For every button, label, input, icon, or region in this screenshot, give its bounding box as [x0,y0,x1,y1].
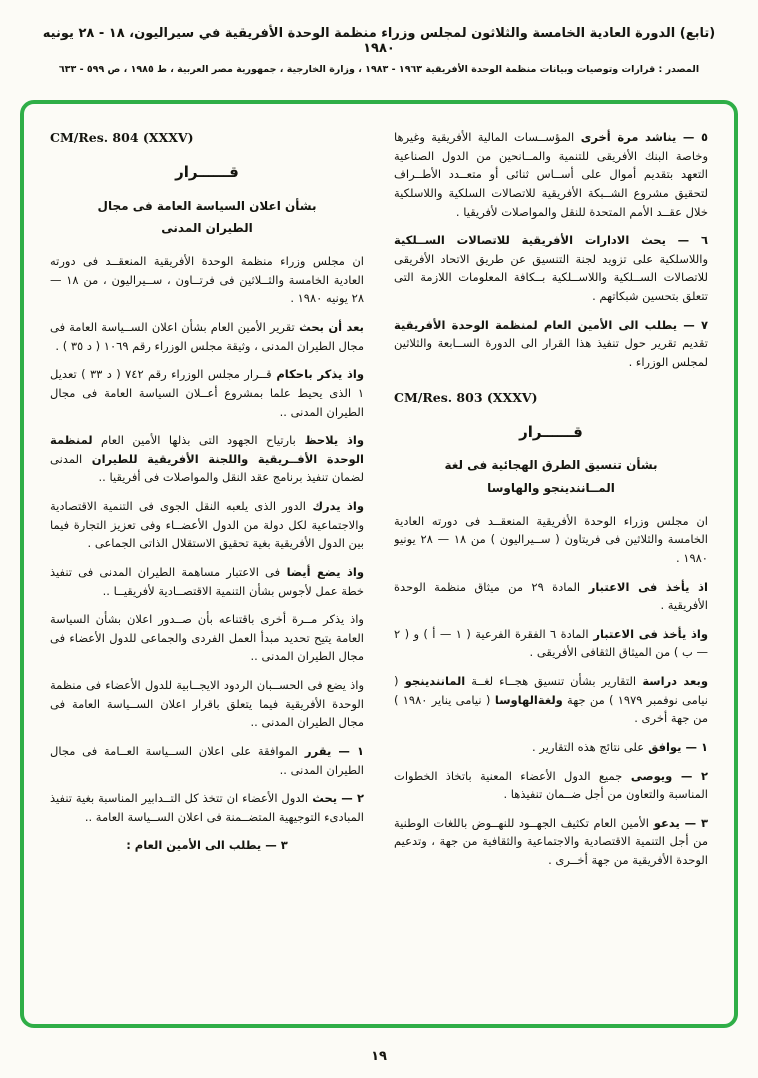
resolution-804-subtitle [50,195,364,241]
paragraph: واذ يذكر باحكام قــرار مجلس الوزراء رقم ٧٤٢ ( د ٣٣ ) تعديل ١ الذى يحيط علما بمشروع أعــلان السياسة العامة فى مجال الطيران المدنى .. [50,367,364,419]
paragraph: ١ — يقرر الموافقة على اعلان الســياسة العــامة فى مجال الطيران المدنى .. [50,743,364,777]
paragraph: ٢ — ويوصى جميع الدول الأعضاء المعنية باتخاذ الخطوات المناسبة والتعاون من أجل ضــمان تنفيذها . [394,768,708,802]
resolution-803-body [394,512,708,870]
paragraph: واذ يلاحظ بارتياح الجهود التى بذلها الأمين العام لمنظمة الوحدة الأفــريقية واللجنة الأفريقية للطيران المدنى لضمان تنفيذ برنامج عقد النقل والمواصلات فى أفريقيا .. [50,433,364,485]
two-column-layout [50,128,708,1000]
left-column [50,128,364,1000]
paragraph: وبعد دراسة التقارير بشأن تنسيق هجــاء لغــة المانندينجو ( نيامى نوفمبر ١٩٧٩ ) من جهة ولغةالهاوسا ( نيامى يناير ١٩٨٠ ) من جهة أخرى . [394,674,708,726]
paragraph: واذ يدرك الدور الذى يلعبه النقل الجوى فى التنمية الاقتصادية والاجتماعية لكل دولة من الدول الأعضــاء وفى تعزيز التجارة فيما بين الدول الأفريقية بغية تحقيق الاستقلال الذاتى الجماعى . [50,499,364,551]
paragraph: ٣ — يدعو الأمين العام تكثيف الجهــود للنهــوض باللغات الوطنية من أجل التنمية الاقتصادية والاجتماعية والثقافية من جهة ، وتدعيم الوحدة الأفريقية من جهة أخــرى . [394,815,708,868]
paragraph: واذ يضع فى الحســبان الردود الايجــابية للدول الأعضاء فى منظمة الوحدة الأفريقية فيما يتعلق باقرار اعلان الســياسة العامة فى مجال الطيران المدنى .. [50,678,364,730]
paragraph: ٦ — يحث الادارات الأفريقية للاتصالات الســلكية واللاسلكية على تزويد لجنة التنسيق عن طريق الاتحاد الأفريقى للاتصالات الســلكية واللاســلكية بــكافة المعلومات اللازمة التى تتعلق بتحسين شبكاتهم . [394,233,708,303]
paragraph: ان مجلس وزراء منظمة الوحدة الأفريقية المنعقــد فى دورته العادية الخامسة والثــلاثين فى فرتــاون ، ســيراليون ، من ١٨ — ٢٨ يونيه ١٩٨٠ . [50,254,364,306]
content-border-box [20,100,738,1028]
resolution-804-body [50,252,364,826]
subtitle-line-1: بشأن تنسيق الطرق الهجائية فى لغة [444,458,658,473]
session-title: (تابع) الدورة العادية الخامسة والثلاثون لمجلس وزراء منظمة الوحدة الأفريقية في سيراليون، ١٨ - ٢٨ يونيه ١٩٨٠ [42,26,716,56]
source-citation: المصدر : قرارات وتوصيات وبيانات منظمة الوحدة الأفريقية ١٩٦٣ - ١٩٨٣ ، وزارة الخارجية ، جمهورية مصر العربية ، ط ١٩٨٥ ، ص ٥٩٩ - ٦٣٣ [58,64,700,75]
doc-ref-cm-res-803: CM/Res. 803 (XXXV) [394,389,538,405]
resolution-operative-clauses [394,128,708,372]
page-number: ١٩ [371,1049,387,1064]
paragraph: واذ يذكر مــرة أخرى باقتناعه بأن صــدور اعلان بشأن السياسة العامة يتيح تحديد مبدأ العمل الفردى والجماعى للدول الأعضاء فى مجال الطيران المدنى .. [50,612,364,664]
paragraph: ٢ — يحث الدول الأعضاء ان تتخذ كل التــدابير المناسبة بغية تنفيذ المبادىء التوجيهية المتضــمنة فى اعلان الســياسة العامة .. [50,791,364,824]
resolution-803-subtitle [394,454,708,500]
subtitle-line-1: بشأن اعلان السياسة العامة فى مجال [97,198,317,213]
doc-ref-cm-res-804: CM/Res. 804 (XXXV) [50,130,194,145]
paragraph: بعد أن بحث تقرير الأمين العام بشأن اعلان الســياسة العامة فى مجال الطيران المدنى ، وثيقة مجلس الوزراء رقم ١٠٦٩ ( د ٣٥ ) . [50,320,364,353]
paragraph: اذ يأخذ فى الاعتبار المادة ٢٩ من ميثاق منظمة الوحدة الأفريقية . [394,579,708,613]
paragraph: ٥ — يناشد مرة أخرى المؤســسات المالية الأفريقية وغيرها وخاصة البنك الأفريقى للتنمية والمــانحين من الدول الصناعية التعهد بتقديم أموال على أســاس ثنائى أو متعــدد الأطــراف لتحقيق مشروع الشــبكة الأفريقية للاتصالات السلكية واللاسلكية خلال عقــد الأمم المتحدة للنقل والمواصلات لأفريقيا . [394,130,708,219]
page-header [0,0,758,75]
paragraph: واذ يأخذ فى الاعتبار المادة ٦ الفقرة الفرعية ( ١ — أ ) و ( ٢ — ب ) من الميثاق الثقافى الأفريقى . [394,626,708,660]
paragraph: ان مجلس وزراء الوحدة الأفريقية المنعقــد فى دورته العادية الخامسة والثلاثين فى فريتاون ( ســيراليون ) من ١٨ — ٢٨ يونيو ١٩٨٠ . [394,513,708,565]
subtitle-line-2: الطيران المدنى [161,221,253,236]
resolution-804-title: قــــــرار [175,163,239,182]
paragraph: ٧ — يطلب الى الأمين العام لمنظمة الوحدة الأفريقية تقديم تقرير حول تنفيذ هذا القرار الى الدورة الســابعة والثلاثين لمجلس الوزراء . [394,317,708,369]
right-column [394,128,708,1000]
subtitle-line-2: المــانندينجو والهاوسا [487,480,615,495]
paragraph: ١ — يوافق على نتائج هذه التقارير . [532,739,708,754]
paragraph: واذ يضع أيضا فى الاعتبار مساهمة الطيران المدنى فى تنفيذ خطة عمل لأجوس بشأن التنمية الاقتصــادية لأفريقيــا .. [50,564,364,598]
resolution-804-closing-clause: ٣ — يطلب الى الأمين العام : [126,838,288,853]
resolution-803-title: قــــــرار [519,422,583,441]
